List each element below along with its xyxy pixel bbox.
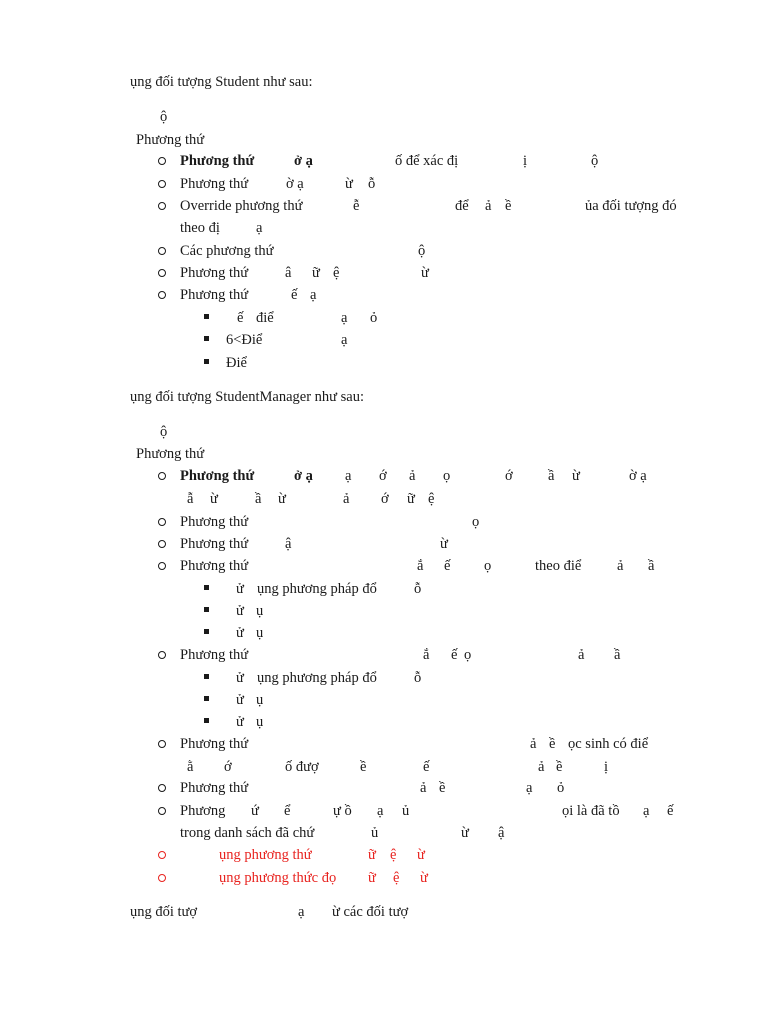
list-item-text: ế xyxy=(423,759,430,775)
list-item-text: ế xyxy=(291,287,298,303)
list-item-text: ầ xyxy=(614,647,621,663)
list-item-text: để xyxy=(455,198,469,214)
sub-item-text: ỗ xyxy=(414,670,422,686)
list-item-text: ở ạ xyxy=(294,153,313,169)
list-item-text: ố để xác đị xyxy=(395,153,459,169)
list-item-text: Phương thứ xyxy=(180,514,249,530)
section3-heading: ụng đối tượ xyxy=(130,904,198,920)
square-bullet xyxy=(204,607,209,612)
list-item-text: ố đượ xyxy=(285,759,319,775)
list-item-text: ề xyxy=(549,736,556,752)
list-item-text: ọ xyxy=(484,558,492,574)
list-item-text: ủ xyxy=(371,825,379,841)
section1-methods-label: Phương thứ xyxy=(136,132,205,148)
circle-bullet xyxy=(158,562,166,570)
list-item-text: ả xyxy=(420,780,427,796)
circle-bullet xyxy=(158,851,166,859)
list-item-text: ữ xyxy=(312,265,320,281)
square-bullet xyxy=(204,629,209,634)
list-item-text: ọ xyxy=(464,647,472,663)
list-item-text: ả xyxy=(578,647,585,663)
list-item-text: ậ xyxy=(498,825,505,841)
list-item-text: ắ xyxy=(417,558,424,574)
list-item-text: ả xyxy=(538,759,545,775)
list-item-text: ề xyxy=(360,759,367,775)
square-bullet xyxy=(204,359,209,364)
circle-bullet xyxy=(158,269,166,277)
sub-item-text: ụng phương pháp đổ xyxy=(257,581,377,597)
section2-methods-label: Phương thứ xyxy=(136,446,205,462)
list-item-text: ạ xyxy=(526,780,533,796)
sub-item-text: ử xyxy=(236,714,244,730)
list-item-text: Phương thứ xyxy=(180,736,249,752)
list-item-text: ế xyxy=(444,558,451,574)
circle-bullet xyxy=(158,784,166,792)
square-bullet xyxy=(204,314,209,319)
list-item-text: Phương thứ xyxy=(180,265,249,281)
list-item-text: ớ xyxy=(224,759,232,775)
sub-item-text: ử xyxy=(236,603,244,619)
list-item-text: ừ xyxy=(461,825,469,841)
list-item-text: ệ xyxy=(333,265,340,281)
square-bullet xyxy=(204,585,209,590)
list-item-text: ọ xyxy=(472,514,480,530)
list-item-text: â xyxy=(285,265,292,281)
section3-heading: ạ xyxy=(298,904,305,920)
list-item-text: ự ồ xyxy=(333,803,352,819)
list-item-text: ớ xyxy=(505,468,513,484)
list-item-text: ệ xyxy=(393,870,400,886)
list-item-text: ữ xyxy=(368,847,376,863)
list-item-text: ể xyxy=(284,803,291,819)
sub-item-text: ử xyxy=(236,625,244,641)
list-item-text: ừ xyxy=(421,265,429,281)
list-item-text: ở ạ xyxy=(294,468,313,484)
sub-item-text: ụ xyxy=(256,625,264,641)
section2-heading: ụng đối tượng StudentManager như sau: xyxy=(130,389,365,405)
circle-bullet xyxy=(158,472,166,480)
circle-bullet xyxy=(158,540,166,548)
sub-item-text: ụng phương pháp đổ xyxy=(257,670,377,686)
list-item-text: ỗ xyxy=(368,176,376,192)
sub-item-text: ử xyxy=(236,670,244,686)
sub-item-text: Điể xyxy=(226,355,247,371)
list-item-text: ạ xyxy=(643,803,650,819)
list-item-text: ả xyxy=(343,491,350,507)
list-item-text: ọi là đã tồ xyxy=(562,803,620,819)
list-item-text: ệ xyxy=(428,491,435,507)
list-item-text: ệ xyxy=(390,847,397,863)
list-item-text: Phương thứ xyxy=(180,176,249,192)
section1-attributes-line: ộ xyxy=(160,109,168,125)
list-item-text: ả xyxy=(409,468,416,484)
list-item-text: ẫ xyxy=(187,491,194,507)
list-item-text: ụng phương thứ xyxy=(219,847,312,863)
list-item-text: ữ xyxy=(407,491,415,507)
list-item-text: Phương xyxy=(180,803,226,819)
list-item-text: ừ xyxy=(440,536,448,552)
list-item-text: ữ xyxy=(368,870,376,886)
list-item-text: ừ xyxy=(572,468,580,484)
list-item-text: ừ xyxy=(417,847,425,863)
list-item-text: Phương thứ xyxy=(180,536,249,552)
list-item-text: Phương thứ xyxy=(180,153,255,169)
section2-attributes-line: ộ xyxy=(160,424,168,440)
sub-item-text: ụ xyxy=(256,603,264,619)
list-item-text: ừ xyxy=(278,491,286,507)
list-item-text: ề xyxy=(556,759,563,775)
list-item-text: ừ xyxy=(345,176,353,192)
list-item-text: Phương thứ xyxy=(180,647,249,663)
list-item-text: ừ xyxy=(210,491,218,507)
list-item-text: ị xyxy=(523,153,528,169)
list-item-text: Các phương thứ xyxy=(180,243,274,259)
list-item-text: ằ xyxy=(187,759,194,775)
list-item-text: ạ xyxy=(310,287,317,303)
circle-bullet xyxy=(158,247,166,255)
list-item-text: ả xyxy=(617,558,624,574)
list-item-text: ề xyxy=(505,198,512,214)
circle-bullet xyxy=(158,202,166,210)
list-item-text: ớ xyxy=(381,491,389,507)
section1-heading: ụng đối tượng Student như sau: xyxy=(130,74,313,90)
list-item-text: ủ xyxy=(402,803,410,819)
circle-bullet xyxy=(158,874,166,882)
list-item-text: ế xyxy=(667,803,674,819)
list-item-text: ỏ xyxy=(557,780,565,796)
sub-item-text: ạ xyxy=(341,310,348,326)
list-item-text: ọ xyxy=(443,468,451,484)
square-bullet xyxy=(204,674,209,679)
list-item-text: ị xyxy=(604,759,609,775)
sub-item-text: 6<Điể xyxy=(226,332,263,348)
list-item-text: Phương thứ xyxy=(180,780,249,796)
list-item-text: ậ xyxy=(285,536,292,552)
list-item-text: Phương thứ xyxy=(180,468,255,484)
list-item-text: ắ xyxy=(423,647,430,663)
sub-item-text: ụ xyxy=(256,714,264,730)
list-item-text: theo điể xyxy=(535,558,582,574)
square-bullet xyxy=(204,718,209,723)
list-item-text: ọc sinh có điể xyxy=(568,736,649,752)
list-item-text: ả xyxy=(530,736,537,752)
list-item-text: ầ xyxy=(548,468,555,484)
list-item-text: ề xyxy=(439,780,446,796)
list-item-text: ầ xyxy=(255,491,262,507)
circle-bullet xyxy=(158,651,166,659)
sub-item-text: điể xyxy=(256,310,274,326)
list-item-text: ạ xyxy=(377,803,384,819)
sub-item-text: ử xyxy=(236,581,244,597)
list-item-text: Override phương thứ xyxy=(180,198,303,214)
list-item-text: ạ xyxy=(256,220,263,236)
list-item-text: Phương thứ xyxy=(180,558,249,574)
list-item-text: ễ xyxy=(353,198,360,214)
list-item-text: ớ xyxy=(379,468,387,484)
list-item-text: ế xyxy=(451,647,458,663)
circle-bullet xyxy=(158,157,166,165)
sub-item-text: ỏ xyxy=(370,310,378,326)
circle-bullet xyxy=(158,291,166,299)
list-item-text: ờ ạ xyxy=(286,176,304,192)
list-item-text: ộ xyxy=(591,153,599,169)
sub-item-text: ử xyxy=(236,692,244,708)
square-bullet xyxy=(204,336,209,341)
circle-bullet xyxy=(158,518,166,526)
section3-heading: ừ các đối tượ xyxy=(332,904,409,920)
list-item-text: ụng phương thức đọ xyxy=(219,870,337,886)
list-item-text: ủa đối tượng đó xyxy=(585,198,677,214)
square-bullet xyxy=(204,696,209,701)
list-item-text: ừ xyxy=(420,870,428,886)
list-item-text: ầ xyxy=(648,558,655,574)
sub-item-text: ạ xyxy=(341,332,348,348)
list-item-text: ứ xyxy=(251,803,259,819)
sub-item-text: ụ xyxy=(256,692,264,708)
circle-bullet xyxy=(158,807,166,815)
list-item-text: ờ ạ xyxy=(629,468,647,484)
list-item-text: theo đị xyxy=(180,220,220,236)
circle-bullet xyxy=(158,740,166,748)
sub-item-text: ế xyxy=(237,310,244,326)
circle-bullet xyxy=(158,180,166,188)
list-item-text: ộ xyxy=(418,243,426,259)
sub-item-text: ỗ xyxy=(414,581,422,597)
list-item-text: ạ xyxy=(345,468,352,484)
list-item-text: Phương thứ xyxy=(180,287,249,303)
list-item-text: trong danh sách đã chứ xyxy=(180,825,315,841)
list-item-text: ả xyxy=(485,198,492,214)
